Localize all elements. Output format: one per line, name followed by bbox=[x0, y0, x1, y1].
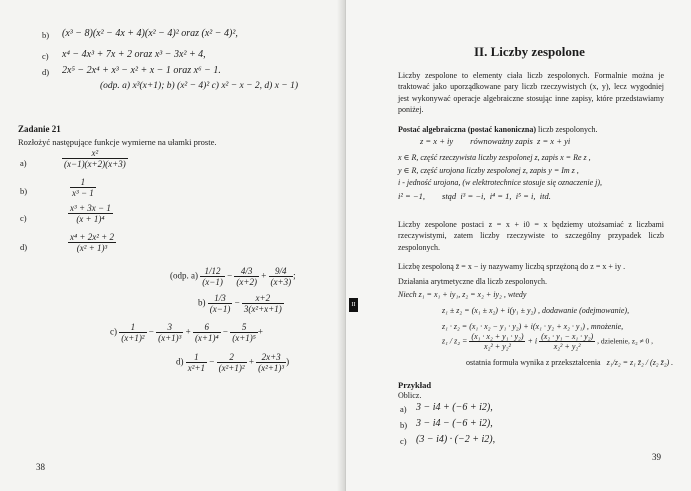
math-line: z₁ ± z₂ = (x₁ ± x₂) + i(y₁ ± y₂) , dodawanie (odejmowanie), bbox=[442, 306, 630, 315]
fraction-denominator: (x+1)⁵ bbox=[232, 333, 256, 343]
math-line: 2x⁵ − 2x⁴ + x³ − x² + x − 1 oraz x⁶ − 1. bbox=[62, 65, 221, 76]
section-heading-bold: Postać algebraiczna (postać kanoniczna) bbox=[398, 125, 536, 134]
item-label: c) bbox=[42, 51, 49, 61]
answer-line: (odp. a) x³(x+1); b) (x² − 4)² c) x² − x − 2, d) x − 1) bbox=[100, 81, 299, 91]
item-label: d) bbox=[42, 67, 50, 77]
fraction-numerator: 2x+3 bbox=[256, 352, 286, 363]
fraction-numerator: 6 bbox=[193, 322, 221, 333]
fraction-denominator: (x + 1)⁴ bbox=[76, 214, 105, 224]
operator: + bbox=[261, 270, 267, 281]
math-line: i - jedność urojona, (w elektrotechnice stosuje się oznaczenie j), bbox=[398, 178, 603, 187]
operator: − bbox=[209, 356, 215, 367]
punctuation: ) bbox=[286, 356, 290, 367]
fraction-numerator: 1 bbox=[186, 352, 207, 363]
fraction-numerator: 2 bbox=[217, 352, 247, 363]
fraction bbox=[62, 148, 128, 169]
fraction-denominator: (x² + 1)³ bbox=[76, 243, 108, 253]
task-text: Rozłożyć następujące funkcje wymierne na ułamki proste. bbox=[18, 137, 217, 147]
real-paragraph: Liczby zespolone postaci z = x + i0 = x będziemy utożsamiać z liczbami rzeczywistymi, zatem liczby rzeczywiste to szczególny przypadek liczb zespolonych. bbox=[398, 220, 664, 252]
formula-expr: z₁/z₂ = z₁ z̄₂ / (z₂ z̄₂) . bbox=[606, 358, 674, 367]
operator: + bbox=[185, 326, 191, 337]
fraction-denominator: (x+1)² bbox=[121, 333, 145, 343]
math-line: 3 − i4 − (−6 + i2), bbox=[416, 418, 493, 429]
fraction-denominator: (x+2) bbox=[236, 277, 257, 287]
answer-b bbox=[198, 293, 284, 314]
answer-label: (odp. a) bbox=[170, 270, 198, 281]
math-token: , dzielenie, z₂ ≠ 0 , bbox=[597, 336, 654, 346]
fraction bbox=[68, 203, 113, 224]
formula-text: ostatnia formuła wynika z przekształcenia bbox=[466, 358, 601, 367]
answer-d bbox=[176, 352, 289, 373]
operator: − bbox=[148, 326, 154, 337]
fraction-numerator: 1/12 bbox=[200, 266, 225, 277]
math-line: Niech z₁ = x₁ + iy₁, z₂ = x₂ + iy₂ , wtedy bbox=[398, 290, 527, 299]
item-label: b) bbox=[42, 30, 50, 40]
math-line: 3 − i4 + (−6 + i2), bbox=[416, 402, 493, 413]
fraction bbox=[70, 177, 96, 198]
fraction-denominator: (x²+1)³ bbox=[258, 363, 285, 373]
intro-paragraph: Liczby zespolone to elementy ciała liczb zespolonych. Formalnie można je traktować jako uporządkowane pary liczb rzeczywistych (x, y), lecz wygodniej jest wykonywać operacje algebraiczne stosując inne zapisy, które przedstawiamy poniżej. bbox=[398, 71, 664, 114]
fraction-denominator: x²+1 bbox=[187, 363, 206, 373]
fraction-denominator: x₂² + y₂² bbox=[553, 342, 581, 351]
fraction-denominator: (x−1) bbox=[209, 304, 231, 314]
fraction-numerator: 1 bbox=[70, 177, 96, 188]
operator: − bbox=[222, 326, 228, 337]
example-text: Oblicz. bbox=[398, 391, 422, 400]
section-heading-rest: liczb zespolonych. bbox=[536, 125, 598, 134]
fraction-numerator: 3 bbox=[156, 322, 183, 333]
item-label: b) bbox=[20, 186, 28, 196]
item-label: b) bbox=[400, 420, 408, 430]
fraction-numerator: x² bbox=[62, 148, 128, 159]
chapter-title: II. Liczby zespolone bbox=[474, 44, 585, 59]
math-line: z₁ · z₂ = (x₁ · x₂ − y₁ · y₂) + i(x₁ · y₂ + x₂ · y₁) , mnożenie, bbox=[442, 322, 624, 331]
left-page bbox=[0, 0, 345, 491]
fraction-numerator: x⁴ + 2x² + 2 bbox=[70, 232, 114, 242]
punctuation: ; bbox=[293, 270, 296, 281]
right-page bbox=[346, 0, 691, 491]
fraction-numerator: 4/3 bbox=[234, 266, 259, 277]
formula-note bbox=[466, 358, 673, 367]
punctuation: + bbox=[257, 326, 263, 337]
math-line: (3 − i4) · (−2 + i2), bbox=[416, 434, 496, 445]
fraction-denominator: (x+1)⁴ bbox=[194, 333, 219, 343]
chapter-tab-marker: II bbox=[349, 298, 358, 312]
fraction-denominator: (x+3) bbox=[270, 277, 292, 287]
answer-label: d) bbox=[176, 356, 184, 367]
math-token: z₁ / z₂ = bbox=[442, 336, 468, 346]
example-title: Przykład bbox=[398, 380, 432, 390]
section-heading bbox=[398, 125, 598, 134]
math-line: (x³ − 8)(x² − 4x + 4)(x² − 4)² oraz (x² − 4)², bbox=[62, 28, 238, 39]
fraction-numerator: 1 bbox=[119, 322, 146, 333]
page-number: 39 bbox=[652, 452, 661, 462]
answer-c bbox=[110, 322, 263, 343]
item-label: d) bbox=[20, 242, 28, 252]
math-line: x ∈ R, część rzeczywista liczby zespolonej z, zapis x = Re z , bbox=[398, 153, 591, 162]
fraction bbox=[68, 232, 116, 253]
math-line: z = x + iy równoważny zapis z = x + yi bbox=[420, 136, 571, 146]
fraction-denominator: (x+1)³ bbox=[158, 333, 182, 343]
operator: − bbox=[234, 297, 240, 308]
fraction-denominator: x³ − 1 bbox=[72, 188, 94, 198]
item-label: a) bbox=[400, 404, 407, 414]
operator: − bbox=[227, 270, 233, 281]
fraction-numerator: 1/3 bbox=[208, 293, 233, 304]
fraction-numerator: x³ + 3x − 1 bbox=[70, 203, 111, 213]
math-line: i² = −1, stąd i³ = −i, i⁴ = 1, i⁵ = i, itd. bbox=[398, 191, 551, 201]
fraction-numerator: 9/4 bbox=[269, 266, 294, 277]
operator: + bbox=[248, 356, 254, 367]
item-label: c) bbox=[20, 213, 27, 223]
fraction-denominator: x₂² + y₂² bbox=[484, 342, 511, 351]
conjugate-line: Liczbę zespoloną z̄ = x − iy nazywamy liczbą sprzężoną do z = x + iy . bbox=[398, 262, 626, 271]
item-label: a) bbox=[20, 158, 27, 168]
fraction-numerator: 5 bbox=[230, 322, 258, 333]
task-title: Zadanie 21 bbox=[18, 124, 61, 134]
ops-title: Działania arytmetyczne dla liczb zespolonych. bbox=[398, 277, 548, 286]
item-label: c) bbox=[400, 436, 407, 446]
fraction-denominator: 3(x²+x+1) bbox=[243, 304, 282, 314]
page-number: 38 bbox=[36, 462, 45, 472]
fraction-numerator: (x₂ · y₁ − x₁ · y₂) bbox=[541, 332, 594, 341]
answer-a bbox=[170, 266, 296, 287]
math-line: x⁴ − 4x³ + 7x + 2 oraz x³ − 3x² + 4, bbox=[62, 49, 206, 60]
division-formula: z₁ / z₂ = $\frac{\text{(x₁ · x₂ + y₁ · y₂)}}{\text{x₂² + y₂²}}$ + i $\frac{\text{(x₂ · y₁ − x₁ · y₂)}}{\text{x₂² + y₂²}}$ , dzielenie, z₂ ≠ 0 , bbox=[442, 332, 654, 351]
math-line: y ∈ R, część urojona liczby zespolonej z, zapis y = Im z , bbox=[398, 166, 579, 175]
fraction-denominator: (x²+1)² bbox=[218, 363, 245, 373]
answer-label: c) bbox=[110, 326, 117, 337]
fraction-numerator: x+2 bbox=[242, 293, 284, 304]
fraction-denominator: (x−1)(x+2)(x+3) bbox=[64, 159, 126, 169]
fraction-denominator: (x−1) bbox=[202, 277, 223, 287]
answer-label: b) bbox=[198, 297, 206, 308]
fraction-numerator: (x₁ · x₂ + y₁ · y₂) bbox=[471, 332, 524, 341]
